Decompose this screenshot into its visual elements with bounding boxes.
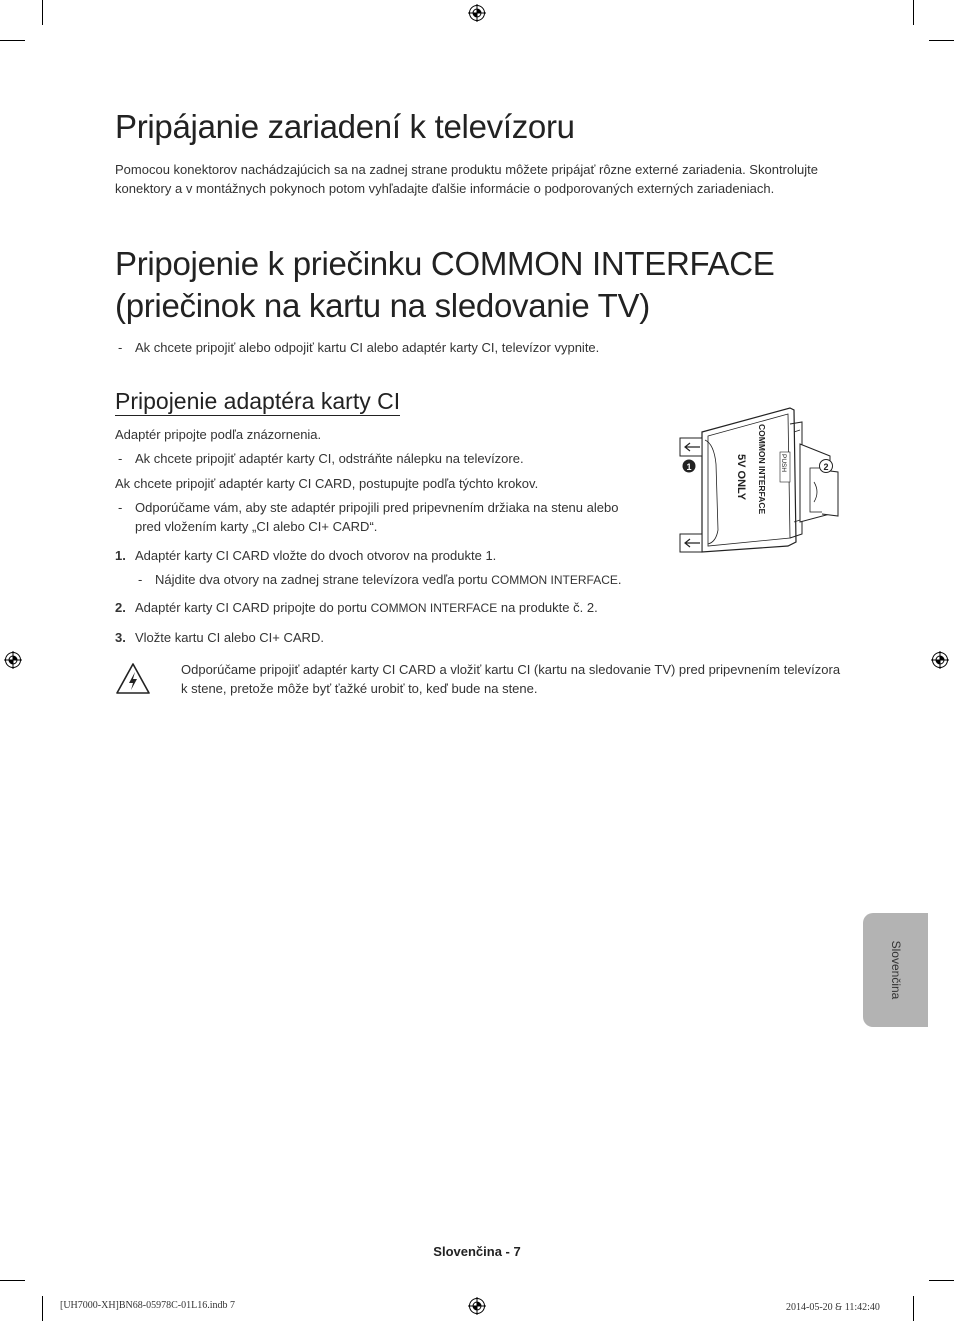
page-title: Pripájanie zariadení k televízoru <box>115 108 575 145</box>
step-text <box>135 598 598 618</box>
step-subnote-end: . <box>617 572 622 587</box>
page-number: Slovenčina - 7 <box>433 1244 521 1259</box>
crop-mark <box>0 40 25 41</box>
bullet-dash: - <box>138 572 143 587</box>
crop-mark <box>913 1296 914 1321</box>
registration-mark-icon <box>468 4 486 22</box>
section-title-line1: Pripojenie k priečinku COMMON INTERFACE <box>115 245 775 282</box>
port-name: COMMON INTERFACE <box>370 601 498 615</box>
section-title-line2: (priečinok na kartu na sledovanie TV) <box>115 287 650 324</box>
paragraph: Adaptér pripojte podľa znázornenia. <box>115 427 322 442</box>
crop-mark <box>0 1280 25 1281</box>
crop-mark <box>913 0 914 25</box>
print-slug-date: 2014-05-20 🙲 11:42:40 <box>786 1302 880 1313</box>
step-text: Adaptér karty CI CARD vložte do dvoch otvorov na produkte 1. <box>135 548 497 563</box>
registration-mark-icon <box>931 651 949 669</box>
step-number: 1. <box>115 548 126 563</box>
intro-paragraph: Pomocou konektorov nachádzajúcich sa na zadnej strane produktu môžete pripájať rôzne externé zariadenia. Skontrolujte konektory a v montážnych pokynoch potom vyhľadajte ďalšie informácie o podporovaných externých zariadeniach. <box>115 162 818 196</box>
step-text-before: Adaptér karty CI CARD pripojte do portu <box>135 600 371 615</box>
crop-mark <box>42 1296 43 1321</box>
section-note: Ak chcete pripojiť alebo odpojiť kartu CI alebo adaptér karty CI, televízor vypnite. <box>135 340 600 355</box>
warning-text: Odporúčame pripojiť adaptér karty CI CARD a vložiť kartu CI (kartu na sledovanie TV) pred pripevnením televízora k stene, pretože môže byť ťažké urobiť to, keď bude na stene. <box>181 662 841 696</box>
step-text-after: na produkte č. 2. <box>497 600 598 615</box>
crop-mark <box>929 40 954 41</box>
note-line2: pred vložením karty „CI alebo CI+ CARD“. <box>135 519 378 534</box>
warning-icon <box>115 662 151 695</box>
print-slug-file: [UH7000-XH]BN68-05978C-01L16.indb 7 <box>60 1300 235 1311</box>
language-tab-label: Slovenčina <box>888 940 903 1000</box>
subsection-title: Pripojenie adaptéra karty CI <box>115 388 401 414</box>
bullet-dash: - <box>118 451 123 466</box>
callout-1: 1 <box>686 462 692 472</box>
callout-2: 2 <box>823 462 829 472</box>
registration-mark-icon <box>468 1297 486 1315</box>
label-push: PUSH <box>780 454 787 473</box>
bullet-dash: - <box>118 500 123 515</box>
crop-mark <box>42 0 43 25</box>
note-line1: Odporúčame vám, aby ste adaptér pripojili pred pripevnením držiaka na stenu alebo <box>135 500 619 515</box>
ci-adapter-diagram <box>672 404 842 560</box>
label-common-interface: COMMON INTERFACE <box>757 424 767 515</box>
step-number: 2. <box>115 600 126 615</box>
crop-mark <box>929 1280 954 1281</box>
step-number: 3. <box>115 630 126 645</box>
step-text: Vložte kartu CI alebo CI+ CARD. <box>135 630 324 645</box>
port-name: COMMON INTERFACE <box>491 573 618 587</box>
paragraph: Ak chcete pripojiť adaptér karty CI CARD, postupujte podľa týchto krokov. <box>115 476 539 491</box>
registration-mark-icon <box>4 651 22 669</box>
language-side-tab <box>863 913 928 1027</box>
bullet-dash: - <box>118 340 123 355</box>
step-subnote <box>155 570 622 590</box>
note: Ak chcete pripojiť adaptér karty CI, odstráňte nálepku na televízore. <box>135 451 524 466</box>
label-5v-only: 5V ONLY <box>735 454 747 501</box>
step-subnote-text: Nájdite dva otvory na zadnej strane televízora vedľa portu <box>155 572 492 587</box>
